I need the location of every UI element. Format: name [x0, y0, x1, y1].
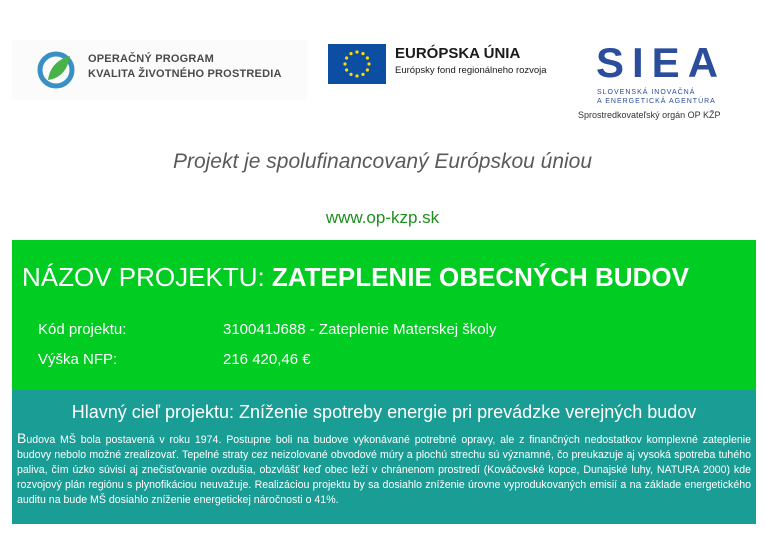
goal-panel — [12, 390, 756, 524]
eu-logo — [328, 42, 558, 86]
op-kzp-logo — [12, 40, 307, 100]
project-title — [22, 262, 689, 293]
project-panel — [12, 240, 756, 390]
goal-first-letter: B — [17, 430, 27, 446]
eu-flag-icon — [328, 44, 386, 84]
cofinancing-tagline: Projekt je spolufinancovaný Európskou úniou — [172, 150, 593, 173]
project-title-prefix: NÁZOV PROJEKTU: — [22, 262, 272, 292]
project-code-row — [38, 321, 497, 338]
siea-line1: SLOVENSKÁ INOVAČNÁ — [597, 89, 696, 96]
leaf-icon — [36, 50, 80, 90]
nfp-label: Výška NFP: — [38, 351, 118, 368]
siea-acronym: SIEA — [596, 39, 727, 86]
header-logos — [0, 0, 765, 130]
op-kzp-line2: KVALITA ŽIVOTNÉHO PROSTREDIA — [88, 68, 282, 80]
goal-title: Hlavný cieľ projektu: Zníženie spotreby energie pri prevádzke verejných budov — [71, 402, 697, 422]
project-code-label: Kód projektu: — [38, 321, 127, 338]
goal-description — [17, 431, 751, 508]
eu-subtitle: Európsky fond regionálneho rozvoja — [395, 65, 547, 76]
siea-logo — [578, 40, 758, 125]
nfp-value: 216 420,46 € — [223, 351, 311, 368]
siea-line2: A ENERGETICKÁ AGENTÚRA — [597, 98, 716, 105]
project-code-value: 310041J688 - Zateplenie Materskej školy — [223, 321, 497, 338]
nfp-row — [38, 351, 311, 368]
op-kzp-line1: OPERAČNÝ PROGRAM — [88, 53, 215, 65]
website-link[interactable]: www.op-kzp.sk — [325, 208, 440, 227]
project-title-name: ZATEPLENIE OBECNÝCH BUDOV — [271, 262, 689, 292]
eu-title: EURÓPSKA ÚNIA — [395, 45, 521, 62]
siea-org: Sprostredkovateľský orgán OP KŽP — [578, 110, 721, 120]
goal-description-text: udova MŠ bola postavená v roku 1974. Postupne boli na budove vykonávané potrebné opravy, ale z finančných nedostatkov komplexné zateplenie budovy nebolo možné zrealizovať. Tepelné straty cez neizolované obvodové múry a plochú strechu sú významné, čo preukazuje aj vysoká spotreba tuhého paliva, čím úzko súvisí aj znečisťovanie ovzdušia, obzvlášť keď obec leží v chránenom prostredí (Kováčovské kopce, Dunajské luhy, NATURA 2000) kde rozvojový plán regiónu s plynofikáciou neuvažuje. Realizáciou projektu by sa dosiahlo zníženie úrovne vyprodukovaných emisií a na základe energetického auditu na bude MŠ dosiahlo zníženie energetickej náročnosti o 41%. — [17, 434, 751, 506]
